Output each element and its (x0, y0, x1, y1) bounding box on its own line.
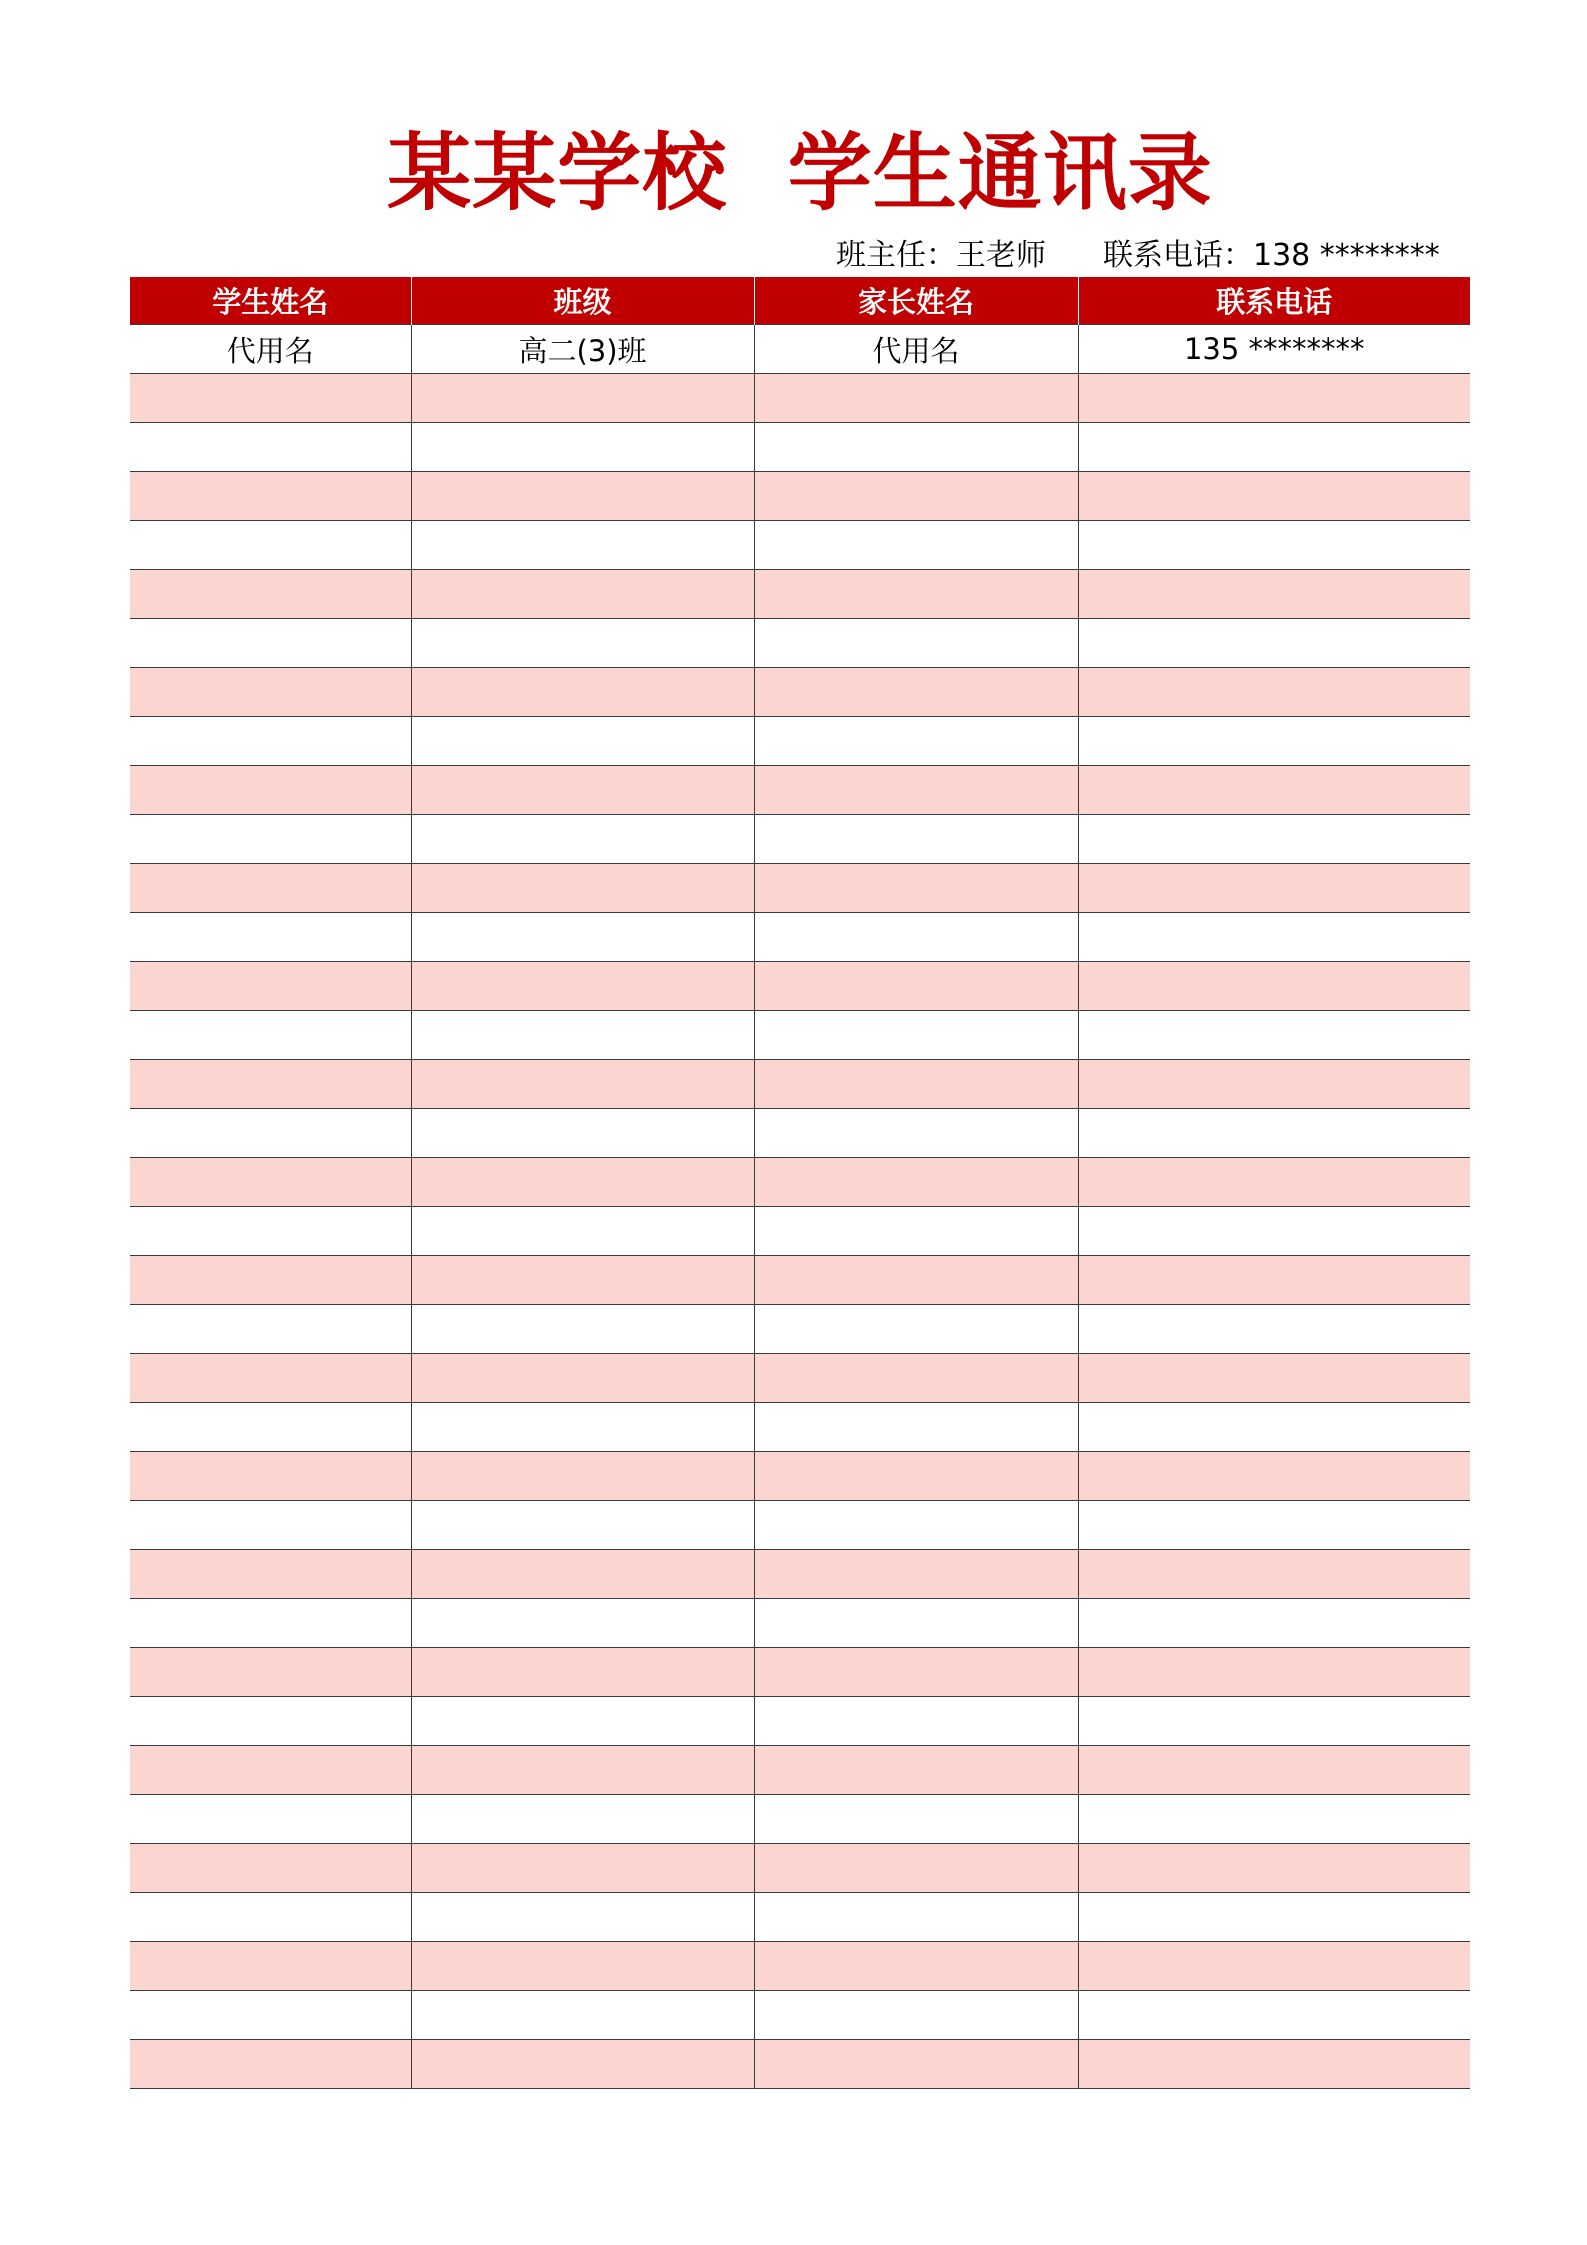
cell-student-name[interactable] (130, 766, 411, 815)
cell-student-name[interactable] (130, 619, 411, 668)
cell-class[interactable] (411, 374, 754, 423)
header-parent-name: 家长姓名 (754, 277, 1078, 325)
cell-student-name[interactable] (130, 1305, 411, 1354)
table-row (130, 962, 1470, 1011)
cell-student-name[interactable] (130, 1109, 411, 1158)
cell-class[interactable] (411, 521, 754, 570)
header-class: 班级 (411, 277, 754, 325)
cell-contact-phone[interactable] (1078, 962, 1470, 1011)
cell-parent-name[interactable] (754, 619, 1078, 668)
table-row (130, 1893, 1470, 1942)
student-roster-table (130, 277, 1470, 2089)
cell-parent-name[interactable] (754, 1403, 1078, 1452)
cell-parent-name[interactable] (754, 1354, 1078, 1403)
table-row (130, 1354, 1470, 1403)
cell-contact-phone[interactable] (1078, 423, 1470, 472)
cell-parent-name[interactable] (754, 1746, 1078, 1795)
cell-contact-phone[interactable] (1078, 1060, 1470, 1109)
table-row (130, 521, 1470, 570)
cell-parent-name[interactable] (754, 1207, 1078, 1256)
table-row (130, 1844, 1470, 1893)
table-row (130, 423, 1470, 472)
cell-contact-phone[interactable] (1078, 1354, 1470, 1403)
cell-student-name[interactable]: 代用名 (130, 325, 411, 374)
cell-parent-name[interactable] (754, 815, 1078, 864)
cell-parent-name[interactable] (754, 1795, 1078, 1844)
cell-contact-phone[interactable] (1078, 619, 1470, 668)
cell-student-name[interactable] (130, 1452, 411, 1501)
table-header-row (130, 277, 1470, 325)
cell-parent-name[interactable] (754, 423, 1078, 472)
table-row (130, 1697, 1470, 1746)
cell-contact-phone[interactable] (1078, 668, 1470, 717)
table-row (130, 1060, 1470, 1109)
cell-contact-phone[interactable] (1078, 2040, 1470, 2089)
cell-class[interactable] (411, 1991, 754, 2040)
cell-parent-name[interactable] (754, 1256, 1078, 1305)
cell-parent-name[interactable] (754, 1060, 1078, 1109)
cell-contact-phone[interactable] (1078, 521, 1470, 570)
cell-parent-name[interactable] (754, 864, 1078, 913)
cell-class[interactable] (411, 1746, 754, 1795)
cell-class[interactable] (411, 1403, 754, 1452)
cell-contact-phone[interactable] (1078, 1991, 1470, 2040)
cell-contact-phone[interactable] (1078, 570, 1470, 619)
contact-phone: 联系电话：138 ******** (1103, 238, 1440, 273)
cell-contact-phone[interactable] (1078, 1011, 1470, 1060)
cell-parent-name[interactable] (754, 1893, 1078, 1942)
cell-student-name[interactable] (130, 423, 411, 472)
cell-student-name[interactable] (130, 1060, 411, 1109)
cell-class[interactable] (411, 1256, 754, 1305)
cell-class[interactable] (411, 570, 754, 619)
cell-class[interactable] (411, 1942, 754, 1991)
cell-parent-name[interactable] (754, 2040, 1078, 2089)
table-row (130, 619, 1470, 668)
table-row (130, 570, 1470, 619)
table-row (130, 325, 1470, 374)
cell-class[interactable] (411, 864, 754, 913)
cell-contact-phone[interactable]: 135 ******** (1078, 325, 1470, 374)
cell-student-name[interactable] (130, 1158, 411, 1207)
cell-student-name[interactable] (130, 570, 411, 619)
cell-contact-phone[interactable] (1078, 1746, 1470, 1795)
table-row (130, 1158, 1470, 1207)
cell-class[interactable] (411, 1158, 754, 1207)
cell-parent-name[interactable] (754, 1452, 1078, 1501)
table-row (130, 1501, 1470, 1550)
cell-student-name[interactable] (130, 815, 411, 864)
cell-student-name[interactable] (130, 1795, 411, 1844)
cell-parent-name[interactable] (754, 1942, 1078, 1991)
table-row (130, 1011, 1470, 1060)
cell-parent-name[interactable] (754, 1697, 1078, 1746)
cell-class[interactable] (411, 2040, 754, 2089)
cell-contact-phone[interactable] (1078, 374, 1470, 423)
cell-contact-phone[interactable] (1078, 717, 1470, 766)
cell-contact-phone[interactable] (1078, 1795, 1470, 1844)
cell-class[interactable] (411, 1354, 754, 1403)
cell-contact-phone[interactable] (1078, 815, 1470, 864)
cell-parent-name[interactable] (754, 570, 1078, 619)
cell-student-name[interactable] (130, 1599, 411, 1648)
cell-parent-name[interactable] (754, 717, 1078, 766)
cell-parent-name[interactable] (754, 1011, 1078, 1060)
cell-parent-name[interactable] (754, 1501, 1078, 1550)
table-row (130, 1991, 1470, 2040)
page-title: 某某学校 学生通讯录 (387, 124, 1213, 222)
cell-contact-phone[interactable] (1078, 1109, 1470, 1158)
table-row (130, 1109, 1470, 1158)
table-row (130, 1746, 1470, 1795)
header-contact-phone: 联系电话 (1078, 277, 1470, 325)
cell-class[interactable] (411, 1109, 754, 1158)
table-row (130, 1305, 1470, 1354)
cell-class[interactable] (411, 1011, 754, 1060)
cell-student-name[interactable] (130, 1354, 411, 1403)
cell-contact-phone[interactable] (1078, 1893, 1470, 1942)
table-row (130, 913, 1470, 962)
cell-contact-phone[interactable] (1078, 1403, 1470, 1452)
table-row (130, 374, 1470, 423)
cell-student-name[interactable] (130, 962, 411, 1011)
cell-parent-name[interactable] (754, 1550, 1078, 1599)
cell-class[interactable] (411, 766, 754, 815)
table-row (130, 1648, 1470, 1697)
table-row (130, 1256, 1470, 1305)
cell-contact-phone[interactable] (1078, 1256, 1470, 1305)
cell-parent-name[interactable] (754, 1648, 1078, 1697)
cell-parent-name[interactable] (754, 913, 1078, 962)
cell-class[interactable] (411, 423, 754, 472)
cell-class[interactable] (411, 472, 754, 521)
cell-contact-phone[interactable] (1078, 1599, 1470, 1648)
cell-contact-phone[interactable] (1078, 472, 1470, 521)
cell-student-name[interactable] (130, 864, 411, 913)
cell-student-name[interactable] (130, 1403, 411, 1452)
table-row (130, 864, 1470, 913)
cell-contact-phone[interactable] (1078, 766, 1470, 815)
cell-student-name[interactable] (130, 374, 411, 423)
cell-student-name[interactable] (130, 913, 411, 962)
cell-student-name[interactable] (130, 1550, 411, 1599)
cell-student-name[interactable] (130, 1844, 411, 1893)
cell-class[interactable] (411, 1550, 754, 1599)
table-row (130, 668, 1470, 717)
cell-student-name[interactable] (130, 1942, 411, 1991)
cell-class[interactable] (411, 1795, 754, 1844)
cell-student-name[interactable] (130, 521, 411, 570)
cell-student-name[interactable] (130, 472, 411, 521)
cell-student-name[interactable] (130, 1991, 411, 2040)
cell-contact-phone[interactable] (1078, 913, 1470, 962)
cell-parent-name[interactable] (754, 472, 1078, 521)
table-row (130, 1599, 1470, 1648)
cell-parent-name[interactable] (754, 1599, 1078, 1648)
homeroom-teacher: 班主任：王老师 (836, 238, 1046, 273)
cell-class[interactable] (411, 1844, 754, 1893)
cell-class[interactable]: 高二(3)班 (411, 325, 754, 374)
cell-contact-phone[interactable] (1078, 1550, 1470, 1599)
table-row (130, 1207, 1470, 1256)
table-row (130, 717, 1470, 766)
table-row (130, 2040, 1470, 2089)
table-row (130, 815, 1470, 864)
table-row (130, 472, 1470, 521)
cell-class[interactable] (411, 619, 754, 668)
cell-class[interactable] (411, 1207, 754, 1256)
cell-contact-phone[interactable] (1078, 864, 1470, 913)
cell-contact-phone[interactable] (1078, 1844, 1470, 1893)
cell-parent-name[interactable] (754, 1305, 1078, 1354)
cell-class[interactable] (411, 1305, 754, 1354)
cell-class[interactable] (411, 1599, 754, 1648)
table-row (130, 1795, 1470, 1844)
cell-class[interactable] (411, 717, 754, 766)
cell-contact-phone[interactable] (1078, 1501, 1470, 1550)
cell-student-name[interactable] (130, 1207, 411, 1256)
cell-student-name[interactable] (130, 1697, 411, 1746)
cell-parent-name[interactable] (754, 1158, 1078, 1207)
cell-student-name[interactable] (130, 2040, 411, 2089)
cell-contact-phone[interactable] (1078, 1942, 1470, 1991)
cell-contact-phone[interactable] (1078, 1207, 1470, 1256)
cell-student-name[interactable] (130, 1746, 411, 1795)
cell-student-name[interactable] (130, 1893, 411, 1942)
cell-class[interactable] (411, 1452, 754, 1501)
cell-class[interactable] (411, 1893, 754, 1942)
cell-parent-name[interactable] (754, 374, 1078, 423)
cell-class[interactable] (411, 962, 754, 1011)
cell-class[interactable] (411, 815, 754, 864)
cell-parent-name[interactable] (754, 1991, 1078, 2040)
cell-class[interactable] (411, 1060, 754, 1109)
table-body (130, 325, 1470, 2089)
cell-parent-name[interactable] (754, 962, 1078, 1011)
cell-class[interactable] (411, 1697, 754, 1746)
cell-parent-name[interactable] (754, 1109, 1078, 1158)
cell-student-name[interactable] (130, 1011, 411, 1060)
table-row (130, 1452, 1470, 1501)
table-row (130, 1403, 1470, 1452)
cell-student-name[interactable] (130, 1648, 411, 1697)
cell-student-name[interactable] (130, 1256, 411, 1305)
cell-contact-phone[interactable] (1078, 1305, 1470, 1354)
cell-parent-name[interactable] (754, 1844, 1078, 1893)
cell-parent-name[interactable]: 代用名 (754, 325, 1078, 374)
cell-contact-phone[interactable] (1078, 1648, 1470, 1697)
header-student-name: 学生姓名 (130, 277, 411, 325)
cell-contact-phone[interactable] (1078, 1158, 1470, 1207)
cell-parent-name[interactable] (754, 668, 1078, 717)
cell-student-name[interactable] (130, 717, 411, 766)
cell-student-name[interactable] (130, 1501, 411, 1550)
table-row (130, 766, 1470, 815)
cell-parent-name[interactable] (754, 766, 1078, 815)
cell-contact-phone[interactable] (1078, 1452, 1470, 1501)
cell-class[interactable] (411, 913, 754, 962)
cell-class[interactable] (411, 1501, 754, 1550)
table-row (130, 1942, 1470, 1991)
cell-class[interactable] (411, 1648, 754, 1697)
cell-contact-phone[interactable] (1078, 1697, 1470, 1746)
cell-parent-name[interactable] (754, 521, 1078, 570)
cell-class[interactable] (411, 668, 754, 717)
cell-student-name[interactable] (130, 668, 411, 717)
table-row (130, 1550, 1470, 1599)
